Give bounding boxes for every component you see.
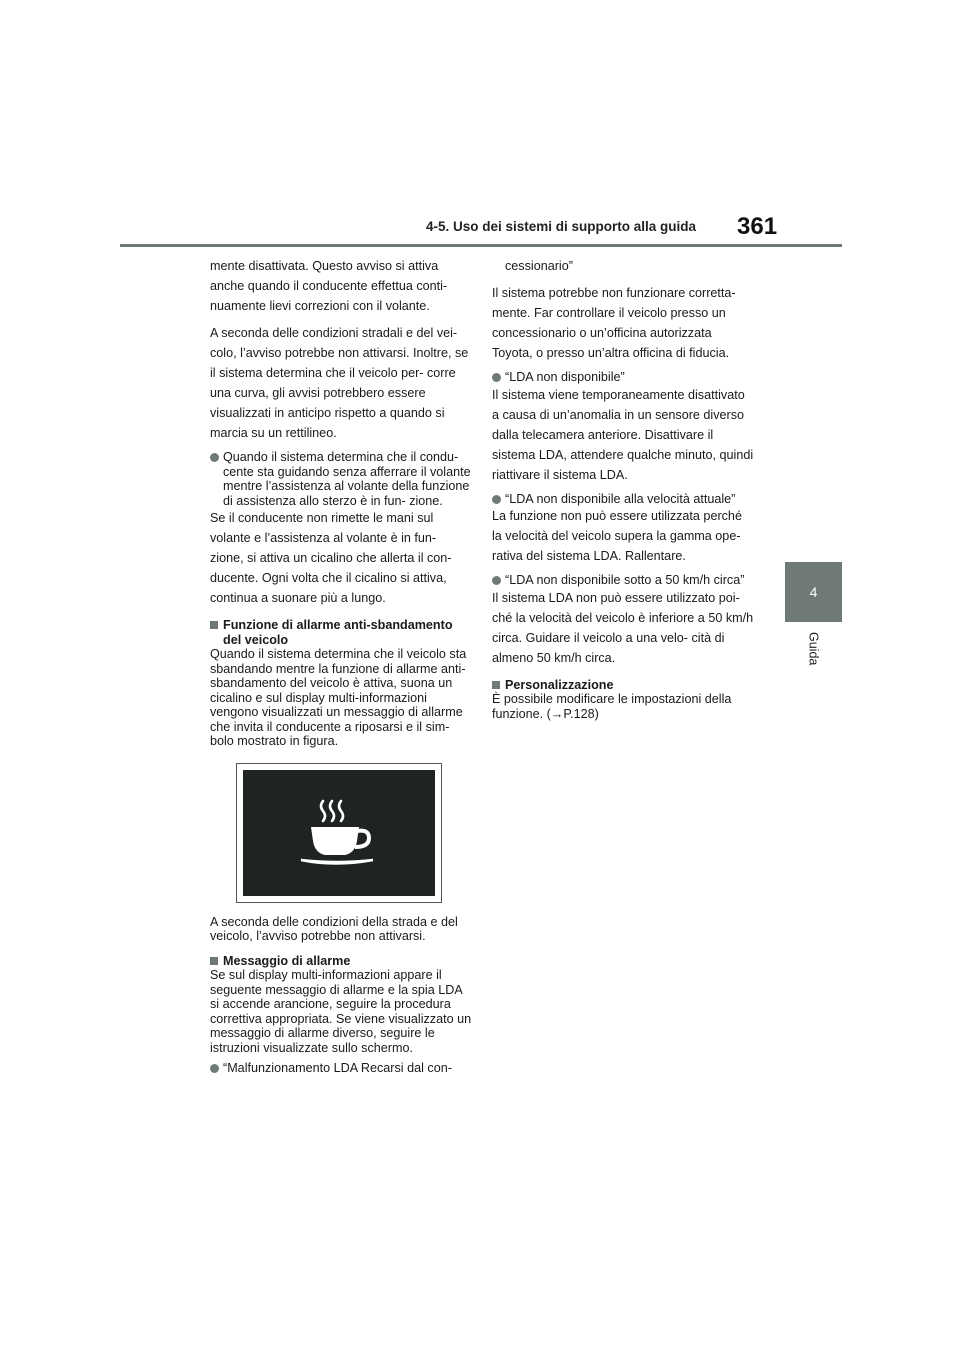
paragraph: Se sul display multi-informazioni appare il seguente messaggio di allarme e la spia LDA si accende arancione, seguire la procedura correttiva appropriata. Se viene visualizzato un messaggio di allarme diverso, seguire le istruzioni visualizzate sullo schermo. <box>210 968 472 1055</box>
paragraph: Se il conducente non rimette le mani sul volante e l’assistenza al volante è in fun- zione, si attiva un cicalino che allerta il con- ducente. Ogni volta che il cicalino si attiva, continua a suonare più a lungo. <box>210 511 452 605</box>
paragraph: A seconda delle condizioni stradali e del vei- colo, l’avviso potrebbe non attivarsi. Inoltre, se il sistema determina che il veicolo per- corre una curva, gli avvisi potrebbero essere visualizzati in anticipo rispetto a quando si marcia su un rettilineo. <box>210 326 469 440</box>
chapter-number: 4 <box>809 584 818 600</box>
chapter-tab[interactable] <box>785 562 842 622</box>
bullet-dot-icon <box>492 495 501 504</box>
paragraph: Il sistema LDA non può essere utilizzato poi- ché la velocità del veicolo è inferiore a 50 km/h circa. Guidare il veicolo a una velo- cità di almeno 50 km/h circa. <box>492 590 754 665</box>
bullet-text: “LDA non disponibile sotto a 50 km/h circa” <box>505 573 745 587</box>
section-heading <box>492 678 754 693</box>
bullet-dot-icon <box>210 453 219 462</box>
paragraph: Quando il sistema determina che il veicolo sta sbandando mentre la funzione di allarme anti-sbandamento del veicolo è attiva, suona un cicalino e sul display multi-informazioni vengono visualizzati un messaggio di allarme che invita il conducente a riposarsi e il sim- bolo mostrato in figura. <box>210 647 467 748</box>
heading-square-icon <box>210 957 218 965</box>
left-column <box>210 256 472 1076</box>
bullet-text: “LDA non disponibile alla velocità attuale” <box>505 491 736 506</box>
bullet-item <box>492 370 754 385</box>
paragraph: A seconda delle condizioni della strada e del veicolo, l’avviso potrebbe non attivarsi. <box>210 914 458 943</box>
section-heading <box>210 954 472 969</box>
coffee-cup-icon <box>297 797 381 869</box>
section-heading <box>210 618 472 647</box>
bullet-dot-icon <box>210 1064 219 1073</box>
paragraph: cessionario” <box>505 259 573 273</box>
paragraph: mente disattivata. Questo avviso si attiva anche quando il conducente effettua conti- nuamente lievi correzioni con il volante. <box>210 259 448 313</box>
bullet-item <box>492 573 754 588</box>
chapter-label: Guida <box>806 632 821 666</box>
bullet-item <box>210 450 472 508</box>
bullet-item <box>492 492 754 507</box>
section-title: 4-5. Uso dei sistemi di supporto alla guida <box>426 219 697 234</box>
paragraph: Il sistema potrebbe non funzionare corretta- mente. Far controllare il veicolo presso un concessionario o un’officina autorizzata Toyota, o presso un’altra officina di fiducia. <box>492 286 736 360</box>
heading-text: Messaggio di allarme <box>223 953 351 968</box>
heading-text: Personalizzazione <box>505 677 614 692</box>
heading-text: Funzione di allarme anti-sbandamento del veicolo <box>223 618 453 647</box>
paragraph: La funzione non può essere utilizzata perché la velocità del veicolo supera la gamma ope- rativa del sistema LDA. Rallentare. <box>492 509 742 563</box>
bullet-text: “LDA non disponibile” <box>505 370 625 384</box>
bullet-text: “Malfunzionamento LDA Recarsi dal con- <box>223 1061 452 1075</box>
figure-frame <box>236 763 442 903</box>
right-column <box>492 256 754 727</box>
bullet-dot-icon <box>492 576 501 585</box>
figure-display <box>243 770 435 896</box>
heading-square-icon <box>210 621 218 629</box>
page-number: 361 <box>737 213 778 240</box>
paragraph: Il sistema viene temporaneamente disattivato a causa di un’anomalia in un sensore diverso dalla telecamera anteriore. Disattivare il sistema LDA, attendere qualche minuto, quindi riattivare il sistema LDA. <box>492 387 754 482</box>
bullet-dot-icon <box>492 373 501 382</box>
header-divider <box>120 244 842 247</box>
page-reference-link[interactable]: È possibile modificare le impostazioni della funzione. (→P.128) <box>492 692 732 721</box>
heading-square-icon <box>492 681 500 689</box>
bullet-text: Quando il sistema determina che il condu- cente sta guidando senza afferrare il volante mentre l’assistenza al volante della funzione di assistenza allo sterzo è in fun- zione. <box>223 450 471 508</box>
bullet-item <box>210 1061 472 1076</box>
